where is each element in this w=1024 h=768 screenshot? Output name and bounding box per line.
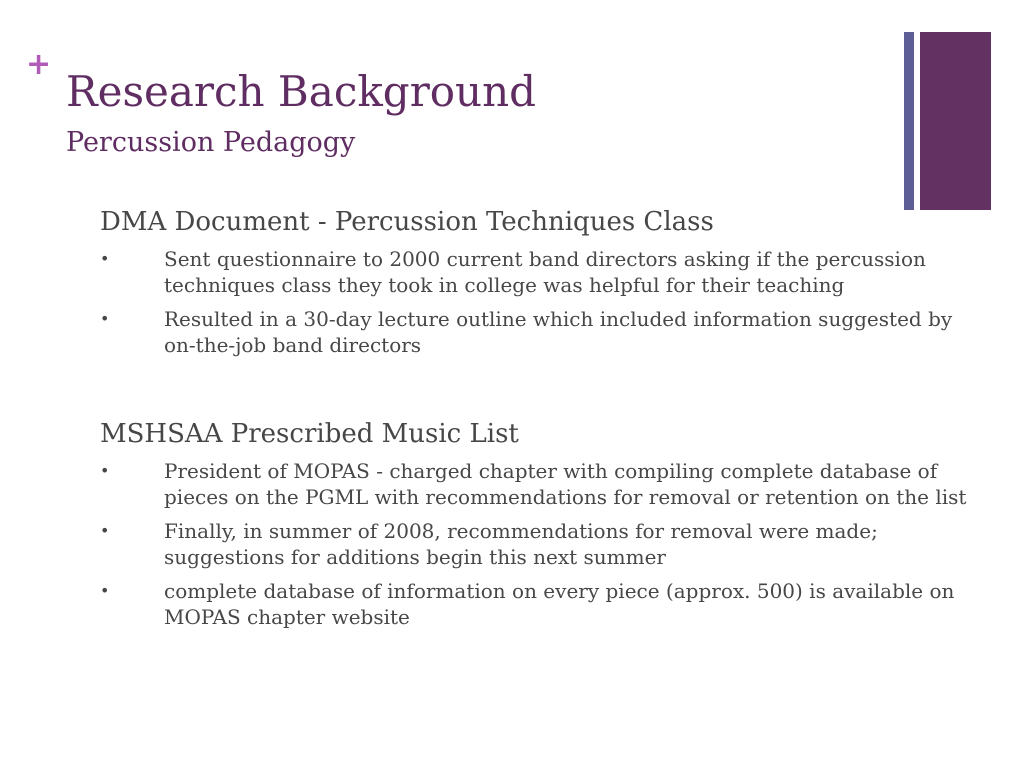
slide-title: Research Background	[66, 67, 537, 116]
bullet-dot-icon: •	[100, 581, 110, 600]
bullet-text: President of MOPAS - charged chapter with compiling complete database of pieces on the PGML with recommendations for removal or retention on the list	[164, 459, 967, 509]
section-heading: DMA Document - Percussion Techniques Class	[100, 207, 714, 237]
accent-bar-thin	[904, 32, 914, 210]
bullet-item	[100, 306, 980, 358]
section-mshsaa-list	[100, 416, 980, 630]
bullet-dot-icon: •	[100, 309, 110, 328]
bullet-dot-icon: •	[100, 461, 110, 480]
bullet-list	[100, 246, 980, 358]
bullet-item	[100, 578, 980, 630]
plus-icon: +	[26, 47, 52, 82]
bullet-list	[100, 458, 980, 630]
accent-bar-thick	[920, 32, 991, 210]
bullet-text: Sent questionnaire to 2000 current band directors asking if the percussion techniques class they took in college was helpful for their teaching	[164, 247, 926, 297]
bullet-item	[100, 246, 980, 298]
section-heading: MSHSAA Prescribed Music List	[100, 419, 519, 449]
slide-content	[100, 204, 980, 638]
slide-subtitle: Percussion Pedagogy	[66, 127, 356, 158]
bullet-text: complete database of information on every piece (approx. 500) is available on MOPAS chapter website	[164, 579, 955, 629]
section-dma-document	[100, 204, 980, 358]
bullet-item	[100, 518, 980, 570]
bullet-item	[100, 458, 980, 510]
bullet-dot-icon: •	[100, 249, 110, 268]
bullet-text: Finally, in summer of 2008, recommendations for removal were made; suggestions for additions begin this next summer	[164, 519, 878, 569]
bullet-text: Resulted in a 30-day lecture outline which included information suggested by on-the-job band directors	[164, 307, 953, 357]
bullet-dot-icon: •	[100, 521, 110, 540]
